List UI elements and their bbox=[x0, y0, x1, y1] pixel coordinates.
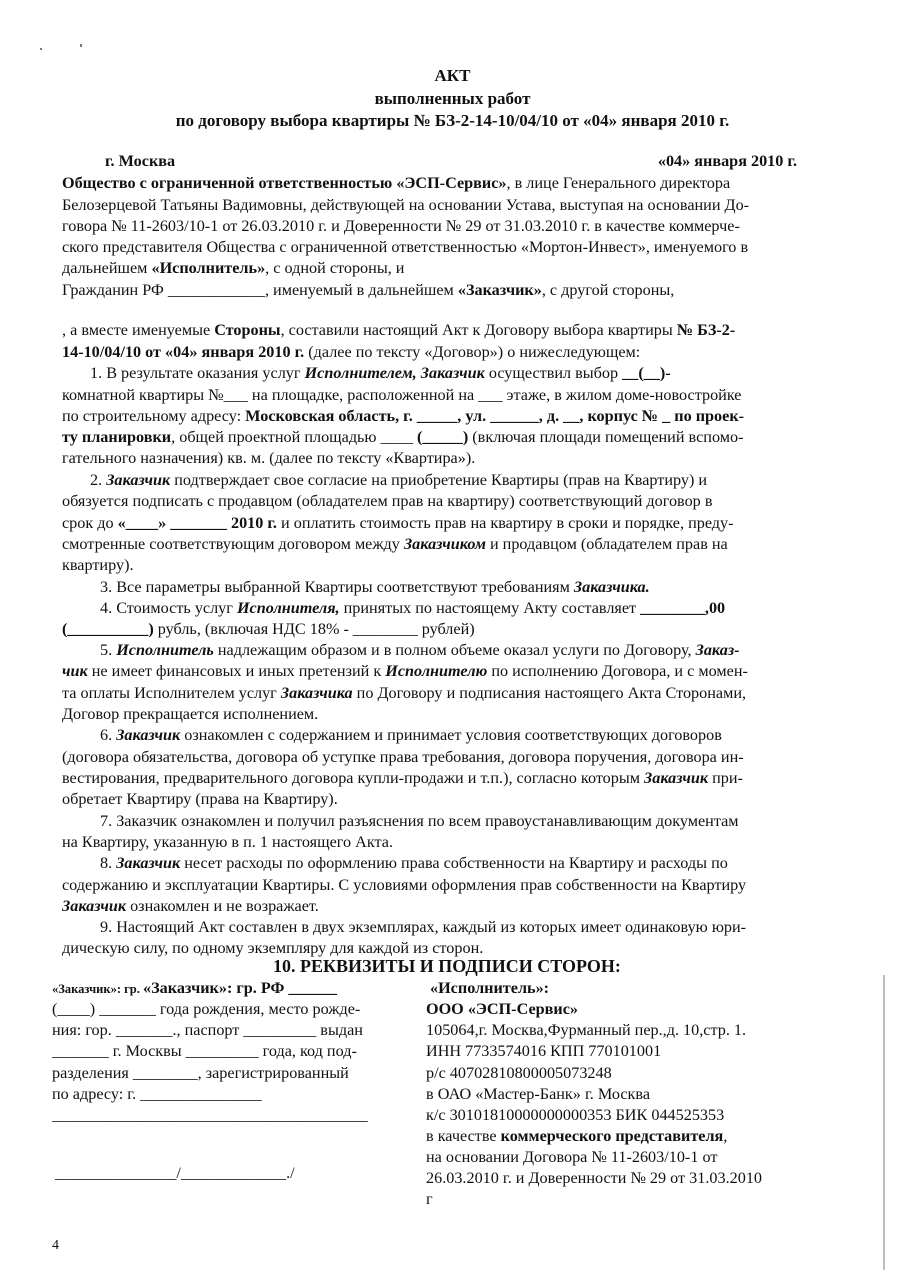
city: г. Москва bbox=[105, 152, 176, 170]
item-1-line: ту планировки, общей проектной площадью ____ (_____) (включая площади помещений вспомо- bbox=[62, 428, 744, 446]
intro-line: 14-10/04/10 от «04» января 2010 г. (далее по тексту «Договор») о нижеследующем: bbox=[62, 343, 641, 361]
item-9-line: дическую силу, по одному экземпляру для каждой из сторон. bbox=[62, 939, 484, 957]
scan-speck bbox=[80, 44, 82, 47]
item-4-line: (__________) рубль, (включая НДС 18% - ________ рублей) bbox=[62, 620, 475, 638]
preamble-line: говора № 11-2603/10-1 от 26.03.2010 г. и Доверенности № 29 от 31.03.2010 г. в качестве коммерче- bbox=[62, 217, 740, 235]
preamble-line: Белозерцевой Татьяны Вадимовны, действующей на основании Устава, выступая на основании До- bbox=[62, 196, 750, 214]
item-8-line: Заказчик ознакомлен и не возражает. bbox=[62, 897, 319, 915]
customer-line: ния: гор. _______., паспорт _________ выдан bbox=[52, 1021, 363, 1039]
item-2-line: срок до «____» _______ 2010 г. и оплатить стоимость прав на квартиру в сроки и порядке, преду- bbox=[62, 514, 734, 532]
preamble-line: ского представителя Общества с ограниченной ответственностью «Мортон-Инвест», именуемого в bbox=[62, 238, 749, 256]
scan-edge-line bbox=[883, 975, 885, 1270]
item-2: 2. Заказчик подтверждает свое согласие на приобретение Квартиры (прав на Квартиру) и bbox=[90, 471, 708, 489]
customer-line: (____) _______ года рождения, место рожде- bbox=[52, 1000, 361, 1018]
page-number: 4 bbox=[52, 1238, 59, 1253]
preamble-line: Гражданин РФ ____________, именуемый в дальнейшем «Заказчик», с другой стороны, bbox=[62, 281, 675, 299]
item-6: 6. Заказчик ознакомлен с содержанием и принимает условия соответствующих договоров bbox=[100, 726, 722, 744]
executor-basis: г bbox=[426, 1190, 433, 1208]
requisites-heading: 10. РЕКВИЗИТЫ И ПОДПИСИ СТОРОН: bbox=[273, 956, 621, 976]
item-5-line: чик не имеет финансовых и иных претензий к Исполнителю по исполнению Договора, и с момен- bbox=[62, 662, 748, 680]
scan-speck bbox=[40, 48, 42, 50]
executor-corr-account: к/с 30101810000000000353 БИК 044525353 bbox=[426, 1106, 725, 1124]
item-1-line: комнатной квартиры №___ на площадке, расположенной на ___ этаже, в жилом доме-новостройке bbox=[62, 386, 742, 404]
preamble-line: дальнейшем «Исполнитель», с одной стороны, и bbox=[62, 259, 405, 277]
preamble-line: Общество с ограниченной ответственностью «ЭСП-Сервис», в лице Генерального директора bbox=[62, 174, 731, 192]
item-4: 4. Стоимость услуг Исполнителя, принятых по настоящему Акту составляет ________,00 bbox=[100, 599, 726, 617]
item-6-line: обретает Квартиру (права на Квартиру). bbox=[62, 790, 338, 808]
customer-line: _______________________________________ bbox=[52, 1106, 368, 1124]
item-2-line: квартиру). bbox=[62, 556, 134, 574]
item-7: 7. Заказчик ознакомлен и получил разъяснения по всем правоустанавливающим документам bbox=[100, 812, 739, 830]
item-7-line: на Квартиру, указанную в п. 1 настоящего Акта. bbox=[62, 833, 393, 851]
item-3: 3. Все параметры выбранной Квартиры соответствуют требованиям Заказчика. bbox=[100, 578, 650, 596]
executor-name: ООО «ЭСП-Сервис» bbox=[426, 1000, 578, 1018]
item-8-line: содержанию и эксплуатации Квартиры. С условиями оформления прав собственности на Квартиру bbox=[62, 876, 747, 894]
act-contract-reference: по договору выбора квартиры № БЗ-2-14-10/04/10 от «04» января 2010 г. bbox=[175, 111, 730, 130]
customer-line: по адресу: г. _______________ bbox=[52, 1085, 262, 1103]
executor-bank: в ОАО «Мастер-Банк» г. Москва bbox=[426, 1085, 650, 1103]
item-9: 9. Настоящий Акт составлен в двух экземплярах, каждый из которых имеет одинаковую юри- bbox=[100, 918, 747, 936]
act-title: АКТ bbox=[434, 66, 471, 85]
executor-basis: 26.03.2010 г. и Доверенности № 29 от 31.03.2010 bbox=[426, 1169, 763, 1187]
executor-basis: на основании Договора № 11-2603/10-1 от bbox=[426, 1148, 718, 1166]
executor-address: 105064,г. Москва,Фурманный пер.,д. 10,стр. 1. bbox=[426, 1021, 747, 1039]
executor-account: р/с 40702810800005073248 bbox=[426, 1064, 612, 1082]
executor-representative: в качестве коммерческого представителя, bbox=[426, 1127, 728, 1145]
item-5-line: та оплаты Исполнителем услуг Заказчика по Договору и подписания настоящего Акта Сторонами, bbox=[62, 684, 747, 702]
item-8: 8. Заказчик несет расходы по оформлению права собственности на Квартиру и расходы по bbox=[100, 854, 728, 872]
document-date: «04» января 2010 г. bbox=[657, 152, 797, 170]
item-2-line: обязуется подписать с продавцом (обладателем прав на квартиру) соответствующий договор в bbox=[62, 492, 713, 510]
item-1-line: гательного назначения) кв. м. (далее по тексту «Квартира»). bbox=[62, 449, 476, 467]
item-1: 1. В результате оказания услуг Исполнителем, Заказчик осуществил выбор __(__)- bbox=[90, 364, 671, 382]
customer-signature: _______________/_____________./ bbox=[55, 1164, 295, 1182]
item-6-line: вестирования, предварительного договора купли-продажи и т.п.), согласно которым Заказчик при- bbox=[62, 769, 743, 787]
customer-title: «Заказчик»: гр. «Заказчик»: гр. РФ ______ bbox=[52, 979, 337, 997]
item-2-line: смотренные соответствующим договором между Заказчиком и продавцом (обладателем прав на bbox=[62, 535, 728, 553]
act-subtitle: выполненных работ bbox=[374, 89, 531, 108]
item-6-line: (договора обязательства, договора об уступке права требования, договора поручения, договора ин- bbox=[62, 748, 744, 766]
executor-inn: ИНН 7733574016 КПП 770101001 bbox=[426, 1042, 662, 1060]
item-5: 5. Исполнитель надлежащим образом и в полном объеме оказал услуги по Договору, Заказ- bbox=[100, 641, 740, 659]
item-1-line: по строительному адресу: Московская область, г. _____, ул. ______, д. __, корпус № _ по проек- bbox=[62, 407, 745, 425]
customer-line: _______ г. Москвы _________ года, код под- bbox=[52, 1042, 357, 1060]
customer-line: разделения ________, зарегистрированный bbox=[52, 1064, 349, 1082]
intro-line: , а вместе именуемые Стороны, составили настоящий Акт к Договору выбора квартиры № БЗ-2- bbox=[62, 321, 736, 339]
executor-title: «Исполнитель»: bbox=[430, 979, 550, 997]
item-5-line: Договор прекращается исполнением. bbox=[62, 705, 319, 723]
